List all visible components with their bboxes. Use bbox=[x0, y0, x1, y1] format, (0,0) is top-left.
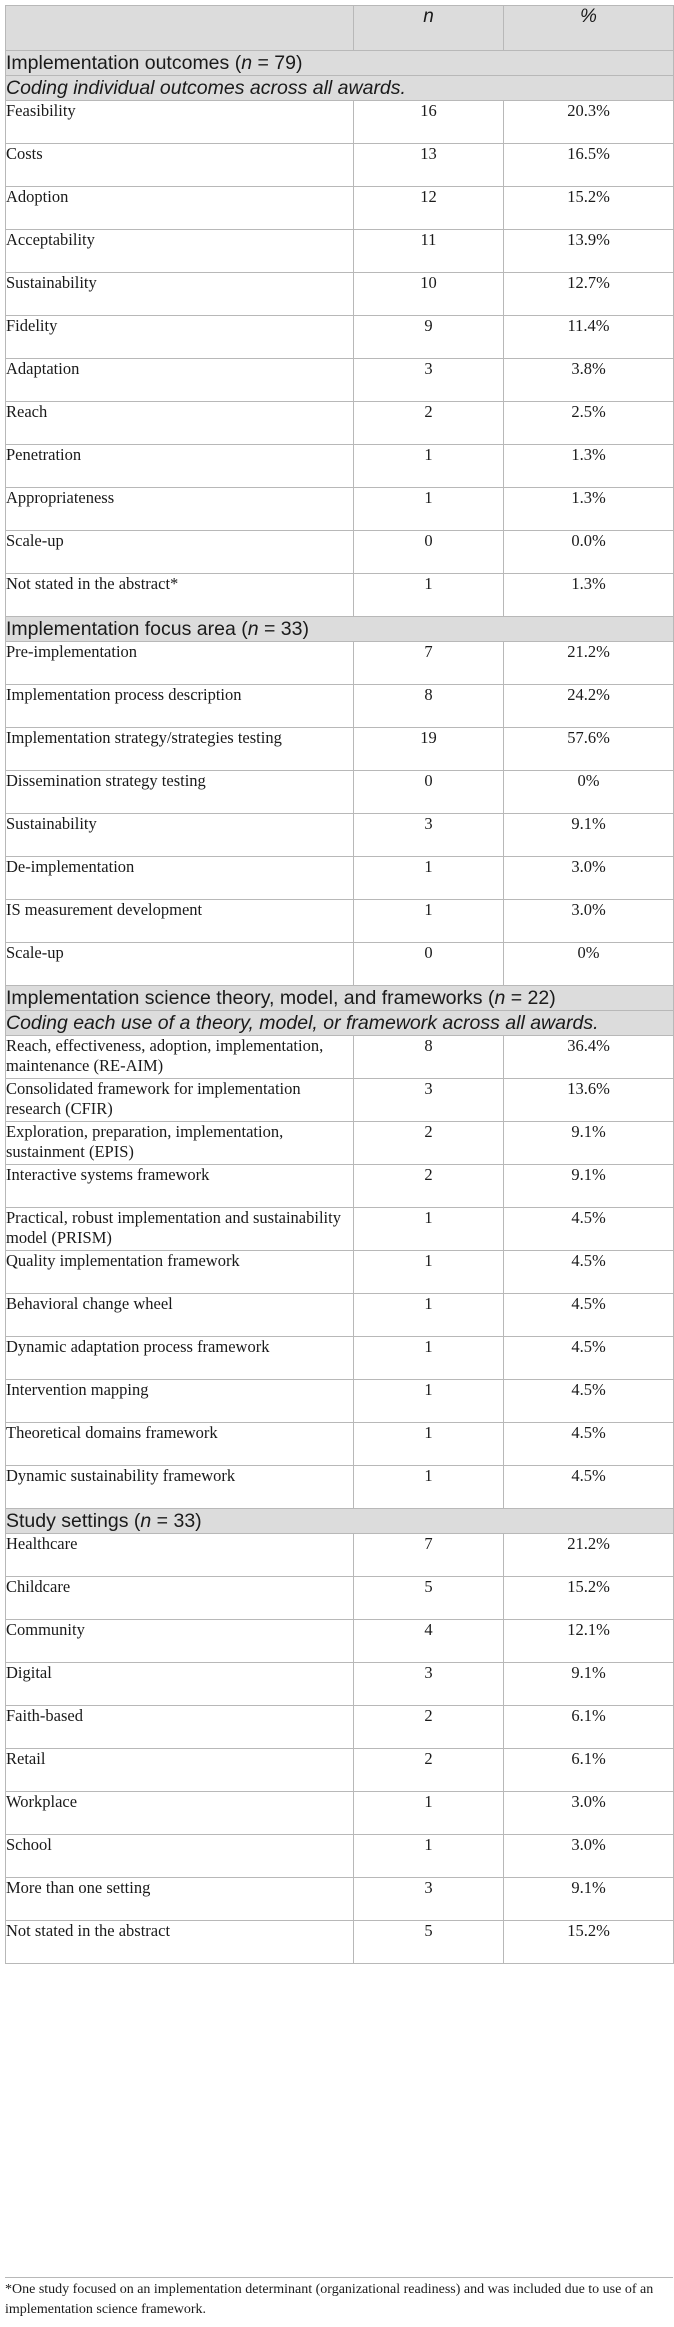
row-count: 1 bbox=[354, 857, 504, 900]
row-count: 4 bbox=[354, 1620, 504, 1663]
row-label: Appropriateness bbox=[6, 488, 354, 531]
header-label-cell bbox=[6, 6, 354, 51]
table-row bbox=[6, 1337, 674, 1380]
table-row bbox=[6, 402, 674, 445]
table-row bbox=[6, 488, 674, 531]
row-percent: 21.2% bbox=[504, 1534, 674, 1577]
section-note-row bbox=[6, 76, 674, 101]
row-percent: 6.1% bbox=[504, 1706, 674, 1749]
row-label: Sustainability bbox=[6, 814, 354, 857]
row-count: 2 bbox=[354, 402, 504, 445]
row-count: 3 bbox=[354, 1663, 504, 1706]
row-label: Interactive systems framework bbox=[6, 1165, 354, 1208]
row-percent: 12.7% bbox=[504, 273, 674, 316]
section-header-row bbox=[6, 617, 674, 642]
row-count: 2 bbox=[354, 1749, 504, 1792]
row-count: 8 bbox=[354, 685, 504, 728]
row-label: Healthcare bbox=[6, 1534, 354, 1577]
row-label: Reach, effectiveness, adoption, implementation, maintenance (RE-AIM) bbox=[6, 1036, 354, 1079]
row-count: 1 bbox=[354, 445, 504, 488]
row-percent: 4.5% bbox=[504, 1423, 674, 1466]
row-count: 1 bbox=[354, 1337, 504, 1380]
row-label: Practical, robust implementation and sustainability model (PRISM) bbox=[6, 1208, 354, 1251]
table-row bbox=[6, 230, 674, 273]
table-row bbox=[6, 1620, 674, 1663]
row-percent: 4.5% bbox=[504, 1380, 674, 1423]
row-count: 2 bbox=[354, 1165, 504, 1208]
table-row bbox=[6, 1921, 674, 1964]
table-row bbox=[6, 187, 674, 230]
table-row bbox=[6, 1577, 674, 1620]
table-row bbox=[6, 574, 674, 617]
section-title-text: Implementation outcomes ( bbox=[6, 52, 242, 74]
section-title-text: Implementation focus area ( bbox=[6, 618, 248, 640]
row-percent: 57.6% bbox=[504, 728, 674, 771]
row-label: Reach bbox=[6, 402, 354, 445]
row-percent: 15.2% bbox=[504, 1577, 674, 1620]
row-percent: 15.2% bbox=[504, 187, 674, 230]
row-label: Feasibility bbox=[6, 101, 354, 144]
table-row bbox=[6, 273, 674, 316]
section-title-count: = 33) bbox=[151, 1510, 202, 1532]
row-count: 2 bbox=[354, 1706, 504, 1749]
row-count: 3 bbox=[354, 359, 504, 402]
table-row bbox=[6, 1036, 674, 1079]
row-percent: 1.3% bbox=[504, 445, 674, 488]
section-note: Coding individual outcomes across all awards. bbox=[6, 76, 674, 101]
row-label: Not stated in the abstract* bbox=[6, 574, 354, 617]
table-row bbox=[6, 1878, 674, 1921]
row-label: Intervention mapping bbox=[6, 1380, 354, 1423]
row-label: Implementation strategy/strategies testing bbox=[6, 728, 354, 771]
row-label: IS measurement development bbox=[6, 900, 354, 943]
row-count: 0 bbox=[354, 943, 504, 986]
row-label: Theoretical domains framework bbox=[6, 1423, 354, 1466]
row-count: 1 bbox=[354, 900, 504, 943]
row-percent: 3.0% bbox=[504, 1792, 674, 1835]
table-row bbox=[6, 1706, 674, 1749]
row-count: 10 bbox=[354, 273, 504, 316]
row-count: 1 bbox=[354, 1792, 504, 1835]
table-row bbox=[6, 857, 674, 900]
row-label: Not stated in the abstract bbox=[6, 1921, 354, 1964]
row-label: Community bbox=[6, 1620, 354, 1663]
summary-table bbox=[5, 5, 674, 1964]
row-label: Costs bbox=[6, 144, 354, 187]
table-row bbox=[6, 1749, 674, 1792]
section-title-n: n bbox=[140, 1510, 152, 1532]
table-header-row bbox=[6, 6, 674, 51]
row-count: 5 bbox=[354, 1921, 504, 1964]
row-percent: 1.3% bbox=[504, 488, 674, 531]
row-percent: 11.4% bbox=[504, 316, 674, 359]
table-row bbox=[6, 1792, 674, 1835]
row-count: 19 bbox=[354, 728, 504, 771]
section-header-row bbox=[6, 986, 674, 1011]
row-percent: 0% bbox=[504, 943, 674, 986]
row-percent: 3.0% bbox=[504, 857, 674, 900]
row-percent: 1.3% bbox=[504, 574, 674, 617]
row-label: Retail bbox=[6, 1749, 354, 1792]
table-row bbox=[6, 1122, 674, 1165]
row-percent: 3.0% bbox=[504, 1835, 674, 1878]
row-percent: 13.9% bbox=[504, 230, 674, 273]
row-count: 3 bbox=[354, 1079, 504, 1122]
section-header-row bbox=[6, 51, 674, 76]
table-row bbox=[6, 144, 674, 187]
row-percent: 12.1% bbox=[504, 1620, 674, 1663]
table-row bbox=[6, 445, 674, 488]
row-label: Dissemination strategy testing bbox=[6, 771, 354, 814]
row-percent: 21.2% bbox=[504, 642, 674, 685]
row-count: 12 bbox=[354, 187, 504, 230]
section-title bbox=[6, 986, 674, 1011]
table-row bbox=[6, 771, 674, 814]
table-row bbox=[6, 1251, 674, 1294]
row-count: 1 bbox=[354, 488, 504, 531]
section-title-text: Study settings ( bbox=[6, 1510, 141, 1532]
row-label: Pre-implementation bbox=[6, 642, 354, 685]
row-label: Implementation process description bbox=[6, 685, 354, 728]
row-count: 1 bbox=[354, 1251, 504, 1294]
row-label: Scale-up bbox=[6, 531, 354, 574]
row-count: 1 bbox=[354, 1208, 504, 1251]
row-count: 8 bbox=[354, 1036, 504, 1079]
row-label: Workplace bbox=[6, 1792, 354, 1835]
table-row bbox=[6, 1423, 674, 1466]
section-title-count: = 79) bbox=[252, 52, 303, 74]
row-percent: 3.0% bbox=[504, 900, 674, 943]
row-count: 3 bbox=[354, 1878, 504, 1921]
table-row bbox=[6, 1079, 674, 1122]
row-label: More than one setting bbox=[6, 1878, 354, 1921]
row-percent: 4.5% bbox=[504, 1466, 674, 1509]
row-label: Quality implementation framework bbox=[6, 1251, 354, 1294]
table-row bbox=[6, 1380, 674, 1423]
row-percent: 3.8% bbox=[504, 359, 674, 402]
table-row bbox=[6, 1165, 674, 1208]
row-count: 13 bbox=[354, 144, 504, 187]
row-label: Adoption bbox=[6, 187, 354, 230]
table-row bbox=[6, 316, 674, 359]
row-percent: 16.5% bbox=[504, 144, 674, 187]
row-percent: 9.1% bbox=[504, 1122, 674, 1165]
row-count: 7 bbox=[354, 1534, 504, 1577]
row-label: Fidelity bbox=[6, 316, 354, 359]
section-title bbox=[6, 51, 674, 76]
row-percent: 4.5% bbox=[504, 1208, 674, 1251]
section-title-n: n bbox=[247, 618, 259, 640]
section-title-count: = 33) bbox=[258, 618, 309, 640]
table-row bbox=[6, 1835, 674, 1878]
row-label: Behavioral change wheel bbox=[6, 1294, 354, 1337]
row-percent: 9.1% bbox=[504, 814, 674, 857]
table-row bbox=[6, 943, 674, 986]
row-label: Penetration bbox=[6, 445, 354, 488]
row-percent: 6.1% bbox=[504, 1749, 674, 1792]
row-label: School bbox=[6, 1835, 354, 1878]
row-count: 9 bbox=[354, 316, 504, 359]
table-row bbox=[6, 1466, 674, 1509]
row-count: 5 bbox=[354, 1577, 504, 1620]
section-note-row bbox=[6, 1011, 674, 1036]
table-row bbox=[6, 1534, 674, 1577]
table-row bbox=[6, 359, 674, 402]
row-label: Dynamic sustainability framework bbox=[6, 1466, 354, 1509]
row-percent: 9.1% bbox=[504, 1165, 674, 1208]
section-title bbox=[6, 617, 674, 642]
row-percent: 36.4% bbox=[504, 1036, 674, 1079]
section-note: Coding each use of a theory, model, or framework across all awards. bbox=[6, 1011, 674, 1036]
row-count: 2 bbox=[354, 1122, 504, 1165]
row-count: 0 bbox=[354, 771, 504, 814]
section-title-count: = 22) bbox=[505, 987, 556, 1009]
section-title-n: n bbox=[494, 987, 506, 1009]
table-row bbox=[6, 728, 674, 771]
row-label: Exploration, preparation, implementation, sustainment (EPIS) bbox=[6, 1122, 354, 1165]
row-percent: 20.3% bbox=[504, 101, 674, 144]
row-percent: 0.0% bbox=[504, 531, 674, 574]
table-row bbox=[6, 1208, 674, 1251]
table-row bbox=[6, 101, 674, 144]
header-n: n bbox=[354, 6, 504, 51]
row-count: 11 bbox=[354, 230, 504, 273]
row-percent: 0% bbox=[504, 771, 674, 814]
row-percent: 4.5% bbox=[504, 1337, 674, 1380]
row-count: 1 bbox=[354, 574, 504, 617]
row-label: Dynamic adaptation process framework bbox=[6, 1337, 354, 1380]
row-percent: 9.1% bbox=[504, 1878, 674, 1921]
section-title-n: n bbox=[241, 52, 253, 74]
row-count: 1 bbox=[354, 1835, 504, 1878]
row-percent: 4.5% bbox=[504, 1251, 674, 1294]
row-count: 0 bbox=[354, 531, 504, 574]
row-label: Digital bbox=[6, 1663, 354, 1706]
row-label: Childcare bbox=[6, 1577, 354, 1620]
table-row bbox=[6, 1294, 674, 1337]
table-row bbox=[6, 1663, 674, 1706]
table-row bbox=[6, 531, 674, 574]
table-footnote: *One study focused on an implementation determinant (organizational readiness) and was included due to use of an implementation science framework. bbox=[5, 2277, 673, 2320]
section-title-text: Implementation science theory, model, and frameworks ( bbox=[6, 987, 495, 1009]
table-row bbox=[6, 642, 674, 685]
row-label: Scale-up bbox=[6, 943, 354, 986]
row-count: 1 bbox=[354, 1380, 504, 1423]
header-percent: % bbox=[504, 6, 674, 51]
row-count: 1 bbox=[354, 1294, 504, 1337]
row-label: Faith-based bbox=[6, 1706, 354, 1749]
row-label: Acceptability bbox=[6, 230, 354, 273]
table-row bbox=[6, 814, 674, 857]
row-label: De-implementation bbox=[6, 857, 354, 900]
row-count: 1 bbox=[354, 1466, 504, 1509]
row-count: 3 bbox=[354, 814, 504, 857]
section-title bbox=[6, 1509, 674, 1534]
table-row bbox=[6, 685, 674, 728]
row-percent: 9.1% bbox=[504, 1663, 674, 1706]
row-label: Sustainability bbox=[6, 273, 354, 316]
section-header-row bbox=[6, 1509, 674, 1534]
row-percent: 15.2% bbox=[504, 1921, 674, 1964]
row-percent: 13.6% bbox=[504, 1079, 674, 1122]
row-percent: 2.5% bbox=[504, 402, 674, 445]
row-count: 16 bbox=[354, 101, 504, 144]
row-percent: 24.2% bbox=[504, 685, 674, 728]
row-label: Consolidated framework for implementation research (CFIR) bbox=[6, 1079, 354, 1122]
table-row bbox=[6, 900, 674, 943]
row-count: 7 bbox=[354, 642, 504, 685]
row-count: 1 bbox=[354, 1423, 504, 1466]
row-percent: 4.5% bbox=[504, 1294, 674, 1337]
row-label: Adaptation bbox=[6, 359, 354, 402]
